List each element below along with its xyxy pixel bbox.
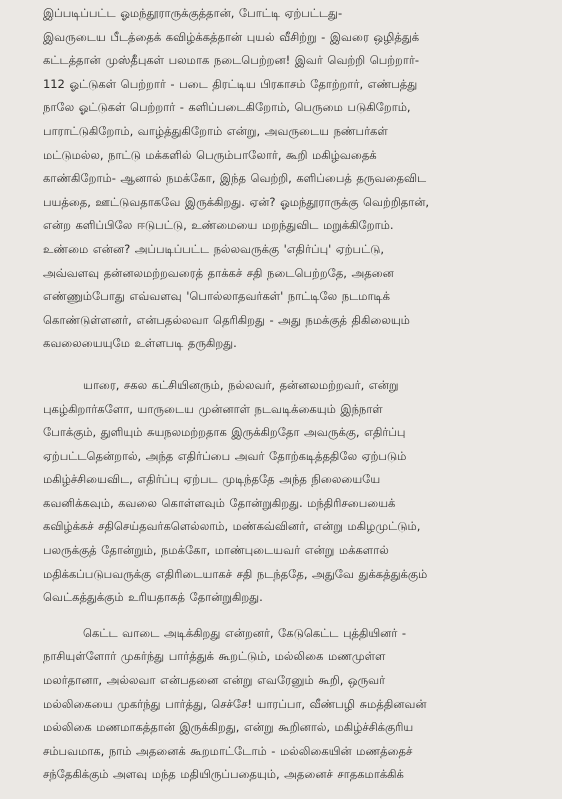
text-line: மலர்தானா, அல்லவா என்பதனை என்று எவரேனும் கூறி, ஒருவர் [43,673,386,688]
text-line: கெட்ட வாடை அடிக்கிறது என்றனர், கேடுகெட்ட புத்தியினர் - [83,625,406,640]
text-line: இப்படிப்பட்ட ஓமந்தூராருக்குத்தான், போட்டி ஏற்பட்டது- [43,6,343,20]
text-line: என்ற களிப்பிலே ஈடுபட்டு, உண்மையை மறந்துவிட மறுக்கிறோம். [43,218,394,233]
text-line: கொண்டுள்ளனர், என்பதல்லவா தெரிகிறது - அது நமக்குத் திகிலையும் [43,312,410,327]
text-line: காண்கிறோம்- ஆனால் நமக்கோ, இந்த வெற்றி, களிப்பைத் தருவதைவிட [43,171,427,186]
text-line: கவிழ்க்கச் சதிசெய்தவர்களெல்லாம், மண்கவ்வினர், என்று மகிழமுட்டும், [43,519,421,534]
text-line: மல்லிகை மணமாகத்தான் இருக்கிறது, என்று கூறினால், மகிழ்ச்சிக்குரிய [43,720,414,735]
text-line: சம்பவமாக, நாம் அதனைக் கூறமாட்டோம் - மல்லிகையின் மணத்தைச் [43,743,413,758]
text-line: நாலே ஓட்டுகள் பெற்றார் - களிப்படைகிறோம், பெருமை படுகிறோம், [43,100,411,115]
text-line: பயத்தை, ஊட்டுவதாகவே இருக்கிறது. ஏன்? ஓமந்தூராருக்கு வெற்றிதான், [43,194,429,209]
text-line: உண்மை என்ன? அப்படிப்பட்ட நல்லவருக்கு 'எதிர்ப்பு' ஏற்பட்டு, [43,241,384,256]
text-line: கவலையையுமே உள்ளபடி தருகிறது. [43,336,237,351]
text-line: மதிக்கப்படுபவருக்கு எதிரிடையாகச் சதி நடந்ததே, அதுவே துக்கத்துக்கும் [43,566,428,581]
text-line: மட்டுமல்ல, நாட்டு மக்களில் பெரும்பாலோர், கூறி மகிழ்வதைக் [43,147,377,162]
paragraph-1 [43,2,534,356]
text-line: இவருடைய பீடத்தைக் கவிழ்க்கத்தான் புயல் வீசிற்று - இவரை ஒழித்துக் [43,29,420,44]
text-line: கவனிக்கவும், கவலை கொள்ளவும் தோன்றுகிறது. மந்திரிசபையைக் [43,495,396,510]
paragraph-2 [43,374,534,610]
text-line: நாசியுள்ளோர் முகர்ந்து பார்த்துக் கூறட்டும், மல்லிகை மணமுள்ள [43,649,386,664]
text-line: வெட்கத்துக்கும் உரியதாகத் தோன்றுகிறது. [43,590,263,605]
text-line: எண்ணும்போது எவ்வளவு 'பொல்லாதவர்கள்' நாட்டிலே நடமாடிக் [43,289,390,304]
text-line: மகிழ்ச்சியைவிட, எதிர்ப்பு ஏற்பட முடிந்ததே அந்த நிலையையே [43,472,381,487]
text-line: பலருக்குத் தோன்றும், நமக்கோ, மாண்புடையவர் என்று மக்களால் [43,543,389,558]
text-line: மல்லிகையை முகர்ந்து பார்த்து, செச்சே! யாரப்பா, வீண்பழி சுமத்தினவன் [43,696,427,711]
text-line: அவ்வளவு தன்னலமற்றவரைத் தாக்கச் சதி நடைபெற்றதே, அதனை [43,265,394,280]
text-line: யாரை, சகல கட்சியினரும், நல்லவர், தன்னலமற்றவர், என்று [83,377,399,392]
text-line: கட்டத்தான் முஸ்தீபுகள் பலமாக நடைபெற்றன! இவர் வெற்றி பெற்றார்- [43,53,419,68]
text-line: ஏற்பட்டதென்றால், அந்த எதிர்ப்பை அவர் தோற்கடித்ததிலே ஏற்படும் [43,448,407,463]
text-line: பாராட்டுகிறோம், வாழ்த்துகிறோம் என்று, அவருடைய நண்பர்கள் [43,123,388,138]
text-line: போக்கும், துளியும் சுயநலமற்றதாக இருக்கிறதோ அவருக்கு, எதிர்ப்பு [43,425,406,440]
text-line: புகழ்கிறார்களோ, யாருடைய முன்னாள் நடவடிக்கையும் இந்நாள் [43,401,383,416]
paragraph-3 [43,622,534,787]
text-line: 112 ஓட்டுகள் பெற்றார் - படை திரட்டிய பிரகாசம் தோற்றார், எண்பத்து [43,76,418,91]
text-line: சந்தேகிக்கும் அளவு மந்த மதியிருப்பதையும், அதனைச் சாதகமாக்கிக் [43,767,404,782]
